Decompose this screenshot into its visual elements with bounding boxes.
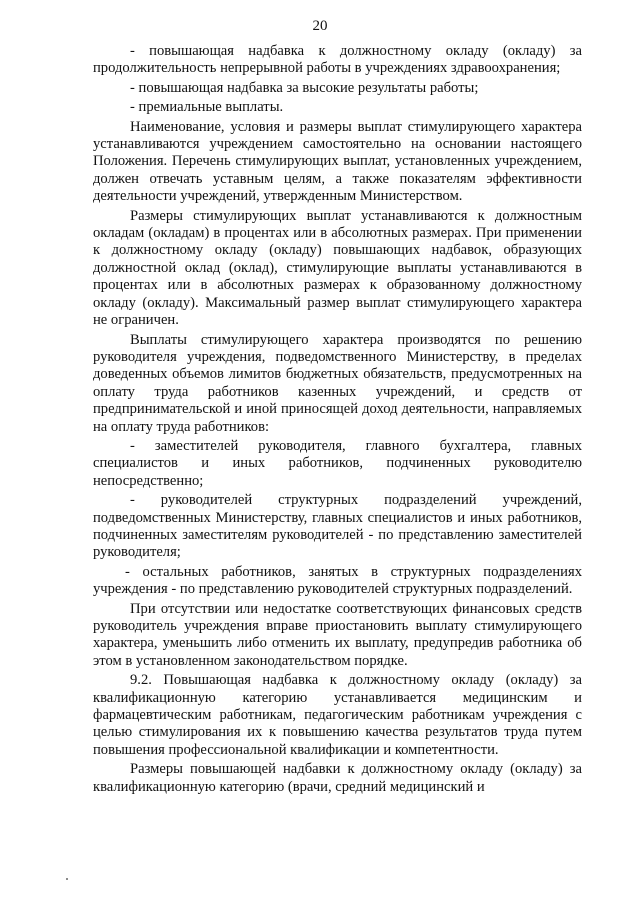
scan-artifact — [66, 878, 68, 880]
list-item-deputies: - заместителей руководителя, главного бухгалтера, главных специалистов и иных работников, подчиненных руководителю непосредственно; — [93, 437, 582, 489]
list-item-high-results-allowance: - повышающая надбавка за высокие результаты работы; — [130, 79, 479, 96]
list-item-continuous-work-allowance: - повышающая надбавка к должностному окладу (окладу) за продолжительность непрерывной работы в учреждениях здравоохранения; — [93, 43, 582, 77]
paragraph-payment-conditions: Наименование, условия и размеры выплат стимулирующего характера устанавливаются учреждением самостоятельно на основании настоящего Положения. Перечень стимулирующих выплат, установленных учреждением, должен отвечать уставным целям, а также показателям эффективности деятельности учреждений, утвержденным Министерством. — [93, 118, 582, 205]
paragraph-payment-sizes: Размеры стимулирующих выплат устанавливаются к должностным окладам (окладам) в процентах или в абсолютных размерах. При применении к должностному окладу (окладу) повышающих надбавок, образующих должностной оклад (оклад), стимулирующие выплаты устанавливаются в процентах или в абсолютных размерах к образованному должностному окладу (окладу). Максимальный размер выплат стимулирующего характера не ограничен. — [93, 207, 582, 329]
document-body — [93, 43, 582, 798]
page-number: 20 — [312, 18, 328, 34]
paragraph-qualification-allowance-sizes: Размеры повышающей надбавки к должностному окладу (окладу) за квалификационную категорию (врачи, средний медицинский и — [93, 761, 582, 795]
list-item-other-employees: - остальных работников, занятых в структурных подразделениях учреждения - по представлению руководителей структурных подразделений. — [93, 563, 582, 598]
paragraph-section-9-2: 9.2. Повышающая надбавка к должностному окладу (окладу) за квалификационную категорию устанавливается медицинским и фармацевтическим работникам, педагогическим работникам учреждения с целью стимулирования их к повышению качества результатов труда путем повышения профессиональной квалификации и компетентности. — [93, 672, 582, 758]
paragraph-insufficient-funds: При отсутствии или недостатке соответствующих финансовых средств руководитель учреждения вправе приостановить выплату стимулирующего характера, уменьшить либо отменить их выплату, предупредив работника об этом в установленном законодательством порядке. — [93, 600, 582, 669]
list-item-bonus-payments: - премиальные выплаты. — [130, 99, 284, 116]
list-item-department-heads: - руководителей структурных подразделений учреждений, подведомственных Министерству, главных специалистов и иных работников, подчиненных заместителям руководителей - по представлению заместителей руководителя; — [93, 492, 582, 561]
paragraph-payment-procedure: Выплаты стимулирующего характера производятся по решению руководителя учреждения, подведомственного Министерству, в пределах доведенных объемов лимитов бюджетных обязательств, предусмотренных на оплату труда работников казенных учреждений, и средств от предпринимательской и иной приносящей доход деятельности, направляемых на оплату труда работников: — [93, 331, 582, 435]
